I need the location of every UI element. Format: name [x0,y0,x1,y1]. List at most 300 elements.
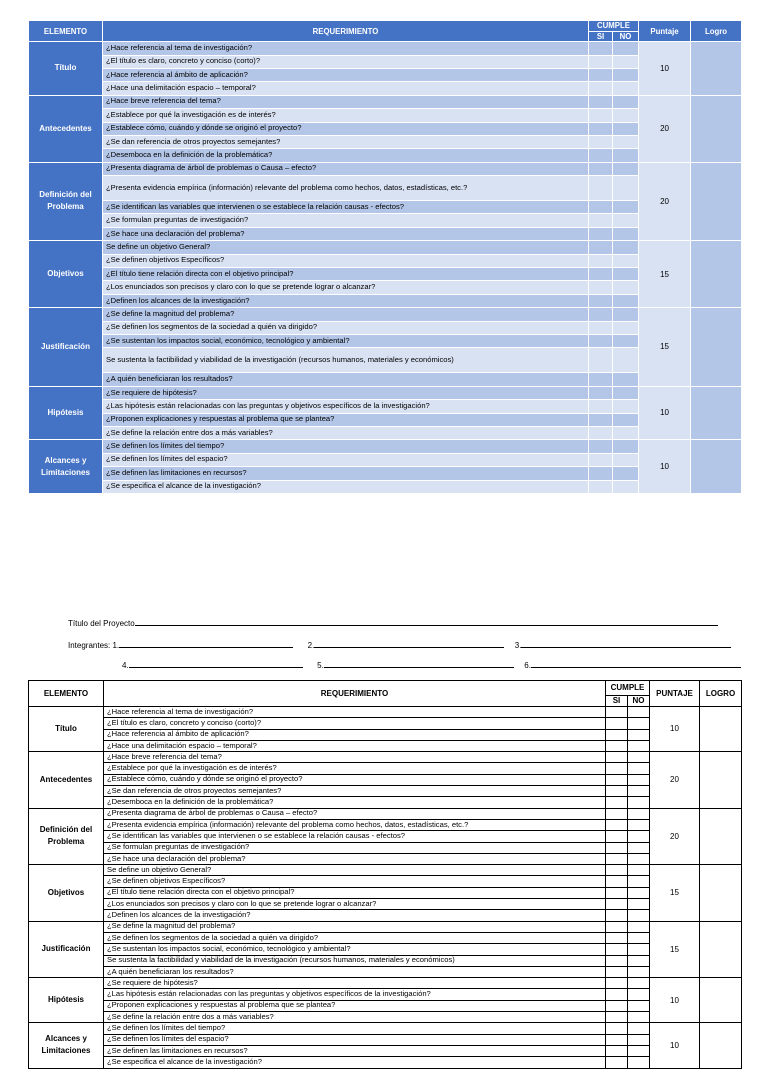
cumple-no-cell[interactable] [628,774,650,785]
cumple-si-cell[interactable] [606,876,628,887]
points-cell: 10 [650,1023,700,1068]
cumple-no-cell[interactable] [613,176,639,201]
cumple-no-cell[interactable] [628,763,650,774]
cumple-no-cell[interactable] [628,1034,650,1045]
element-antecedentes: Antecedentes [29,95,103,162]
table-row [29,453,742,466]
table-row [29,1057,742,1068]
cumple-si-cell[interactable] [589,281,613,294]
points-cell: 15 [639,308,691,387]
cumple-si-cell[interactable] [606,978,628,989]
requirement-text: ¿Establece por qué la investigación es de interés? [104,763,606,774]
requirement-text: ¿Hace referencia al ámbito de aplicación? [104,729,606,740]
table-row [29,201,742,214]
cumple-si-cell[interactable] [606,1045,628,1056]
cumple-si-cell[interactable] [589,68,613,81]
requirement-text: ¿Hace referencia al tema de investigación? [103,42,589,55]
requirement-text: ¿Se identifican las variables que intervienen o se establece la relación causas - efectos? [104,831,606,842]
cumple-no-cell[interactable] [628,1057,650,1068]
requirement-text: ¿Definen los alcances de la investigación? [104,910,606,921]
requirement-text: ¿Se definen los segmentos de la sociedad a quién va dirigido? [104,932,606,943]
table-row [29,707,742,718]
header-si: SI [606,696,628,707]
logro-cell[interactable] [700,1023,742,1068]
points-cell: 15 [639,241,691,308]
cumple-si-cell[interactable] [589,55,613,68]
cumple-si-cell[interactable] [589,335,613,348]
cumple-no-cell[interactable] [613,42,639,55]
cumple-no-cell[interactable] [628,955,650,966]
cumple-si-cell[interactable] [589,480,613,493]
member-3-number: 3. [514,641,522,650]
cumple-si-cell[interactable] [589,373,613,386]
cumple-si-cell[interactable] [589,162,613,175]
member-3-blank[interactable] [521,640,731,648]
cumple-no-cell[interactable] [628,1012,650,1023]
cumple-no-cell[interactable] [613,55,639,68]
cumple-si-cell[interactable] [606,944,628,955]
points-cell: 10 [639,42,691,96]
cumple-no-cell[interactable] [628,1000,650,1011]
cumple-si-cell[interactable] [589,214,613,227]
points-cell: 20 [650,808,700,864]
cumple-no-cell[interactable] [628,876,650,887]
requirement-text: ¿El título tiene relación directa con el objetivo principal? [104,887,606,898]
cumple-si-cell[interactable] [606,1057,628,1068]
table-row [29,149,742,162]
logro-cell[interactable] [700,978,742,1023]
cumple-si-cell[interactable] [606,865,628,876]
table-row [29,921,742,932]
table-row [29,944,742,955]
header-no: NO [613,32,639,42]
table-row [29,774,742,785]
table-row [29,831,742,842]
logro-cell[interactable] [691,440,742,494]
requirement-text: ¿Se definen objetivos Específicos? [103,254,589,267]
table-row [29,989,742,1000]
cumple-no-cell[interactable] [613,480,639,493]
requirement-text: ¿Establece cómo, cuándo y dónde se originó el proyecto? [103,122,589,135]
points-cell: 15 [650,921,700,977]
logro-cell[interactable] [700,707,742,752]
table-row [29,109,742,122]
cumple-si-cell[interactable] [589,227,613,240]
table-row [29,135,742,148]
cumple-si-cell[interactable] [606,842,628,853]
cumple-no-cell[interactable] [628,989,650,1000]
table-row [29,763,742,774]
requirement-text: ¿El título tiene relación directa con el objetivo principal? [103,268,589,281]
cumple-no-cell[interactable] [628,966,650,977]
requirement-text: ¿Proponen explicaciones y respuestas al problema que se plantea? [103,413,589,426]
requirement-text: ¿Las hipótesis están relacionadas con las preguntas y objetivos específicos de la investigación? [104,989,606,1000]
table-row [29,373,742,386]
table-row [29,480,742,493]
cumple-no-cell[interactable] [628,786,650,797]
cumple-no-cell[interactable] [613,135,639,148]
logro-cell[interactable] [700,921,742,977]
member-4-blank[interactable] [129,660,303,668]
cumple-no-cell[interactable] [613,321,639,334]
element-objetivos: Objetivos [29,241,103,308]
table-row [29,718,742,729]
table-row [29,426,742,439]
table-row [29,1034,742,1045]
points-cell: 15 [650,865,700,921]
logro-cell[interactable] [700,808,742,864]
cumple-si-cell[interactable] [606,955,628,966]
cumple-no-cell[interactable] [613,308,639,321]
cumple-no-cell[interactable] [613,413,639,426]
header-cumple: CUMPLE [589,21,639,32]
cumple-si-cell[interactable] [589,82,613,95]
member-2-blank[interactable] [314,640,504,648]
cumple-no-cell[interactable] [613,95,639,108]
cumple-no-cell[interactable] [613,268,639,281]
integrantes-line-1 [68,640,731,650]
header-logro: LOGRO [700,681,742,707]
element-titulo: Título [29,42,103,96]
requirement-text: ¿Se sustentan los impactos social, económico, tecnológico y ambiental? [103,335,589,348]
logro-cell[interactable] [691,95,742,162]
requirement-text: ¿Los enunciados son precisos y claro con lo que se pretende lograr o alcanzar? [103,281,589,294]
cumple-si-cell[interactable] [606,887,628,898]
requirement-text: ¿Establece cómo, cuándo y dónde se originó el proyecto? [104,774,606,785]
element-antecedentes: Antecedentes [29,752,104,808]
requirement-text: ¿Hace breve referencia del tema? [103,95,589,108]
cumple-no-cell[interactable] [628,1023,650,1034]
cumple-no-cell[interactable] [613,122,639,135]
element-justificacion: Justificación [29,921,104,977]
header-requerimiento: REQUERIMIENTO [104,681,606,707]
cumple-no-cell[interactable] [628,978,650,989]
cumple-si-cell[interactable] [606,932,628,943]
cumple-si-cell[interactable] [589,308,613,321]
cumple-no-cell[interactable] [613,227,639,240]
cumple-no-cell[interactable] [613,373,639,386]
cumple-no-cell[interactable] [628,899,650,910]
element-definicion-del-problema: Definición del Problema [29,162,103,241]
table-row [29,955,742,966]
cumple-si-cell[interactable] [589,149,613,162]
table-row [29,467,742,480]
cumple-no-cell[interactable] [613,82,639,95]
table-row [29,68,742,81]
cumple-si-cell[interactable] [606,831,628,842]
table-row [29,55,742,68]
cumple-no-cell[interactable] [628,707,650,718]
cumple-no-cell[interactable] [628,819,650,830]
project-title-label: Título del Proyecto [68,619,135,628]
requirement-text: ¿Se definen las limitaciones en recursos? [103,467,589,480]
cumple-no-cell[interactable] [628,1045,650,1056]
requirement-text: ¿Presenta diagrama de árbol de problemas o Causa – efecto? [103,162,589,175]
cumple-si-cell[interactable] [589,467,613,480]
requirement-text: ¿Hace breve referencia del tema? [104,752,606,763]
logro-cell[interactable] [700,865,742,921]
member-1-number: 1. [112,641,120,650]
table-row [29,876,742,887]
requirement-text: ¿Hace referencia al tema de investigación? [104,707,606,718]
requirement-text: ¿Se definen los límites del espacio? [104,1034,606,1045]
cumple-si-cell[interactable] [589,268,613,281]
cumple-si-cell[interactable] [589,176,613,201]
element-alcances-y-limitaciones: Alcances y Limitaciones [29,440,103,494]
cumple-no-cell[interactable] [613,400,639,413]
cumple-no-cell[interactable] [613,281,639,294]
member-5-number: 5. [317,661,324,670]
table-row [29,1000,742,1011]
cumple-si-cell[interactable] [589,241,613,254]
table-row [29,978,742,989]
header-requerimiento: REQUERIMIENTO [103,21,589,42]
cumple-si-cell[interactable] [589,440,613,453]
points-cell: 10 [650,707,700,752]
cumple-no-cell[interactable] [628,740,650,751]
cumple-si-cell[interactable] [589,122,613,135]
logro-cell[interactable] [691,308,742,387]
points-cell: 20 [639,95,691,162]
cumple-si-cell[interactable] [606,819,628,830]
table-row [29,214,742,227]
table-row [29,400,742,413]
table-row [29,176,742,201]
cumple-si-cell[interactable] [606,786,628,797]
cumple-si-cell[interactable] [606,797,628,808]
cumple-no-cell[interactable] [628,887,650,898]
cumple-no-cell[interactable] [628,797,650,808]
requirement-text: Se define un objetivo General? [103,241,589,254]
cumple-si-cell[interactable] [589,348,613,373]
requirement-text: ¿Hace referencia al ámbito de aplicación? [103,68,589,81]
cumple-si-cell[interactable] [606,729,628,740]
cumple-si-cell[interactable] [589,42,613,55]
requirement-text: ¿Se define la relación entre dos a más variables? [103,426,589,439]
table-row [29,241,742,254]
integrantes-label: Integrantes: [68,641,111,650]
table-row [29,1045,742,1056]
points-cell: 20 [639,162,691,241]
cumple-no-cell[interactable] [613,348,639,373]
cumple-si-cell[interactable] [589,201,613,214]
cumple-no-cell[interactable] [628,831,650,842]
cumple-no-cell[interactable] [628,842,650,853]
element-hipotesis: Hipótesis [29,978,104,1023]
cumple-no-cell[interactable] [613,335,639,348]
cumple-si-cell[interactable] [606,718,628,729]
member-1-blank[interactable] [119,640,293,648]
cumple-no-cell[interactable] [613,241,639,254]
cumple-no-cell[interactable] [628,921,650,932]
cumple-no-cell[interactable] [613,68,639,81]
member-5-blank[interactable] [324,660,514,668]
requirement-text: ¿Hace una delimitación espacio – temporal? [103,82,589,95]
cumple-no-cell[interactable] [613,386,639,399]
member-6-blank[interactable] [531,660,741,668]
logro-cell[interactable] [691,386,742,440]
points-cell: 10 [650,978,700,1023]
cumple-no-cell[interactable] [613,294,639,307]
cumple-no-cell[interactable] [613,467,639,480]
requirement-text: ¿Hace una delimitación espacio – temporal? [104,740,606,751]
requirement-text: ¿A quién beneficiaran los resultados? [104,966,606,977]
cumple-no-cell[interactable] [628,910,650,921]
evaluation-table-styled [28,20,742,494]
logro-cell[interactable] [691,241,742,308]
cumple-si-cell[interactable] [589,254,613,267]
cumple-no-cell[interactable] [613,426,639,439]
cumple-no-cell[interactable] [628,932,650,943]
cumple-no-cell[interactable] [613,440,639,453]
requirement-text: ¿Se definen los segmentos de la sociedad a quién va dirigido? [103,321,589,334]
requirement-text: ¿Proponen explicaciones y respuestas al problema que se plantea? [104,1000,606,1011]
table-row [29,966,742,977]
logro-cell[interactable] [700,752,742,808]
cumple-si-cell[interactable] [589,413,613,426]
cumple-no-cell[interactable] [628,718,650,729]
table-row [29,797,742,808]
cumple-no-cell[interactable] [628,729,650,740]
cumple-no-cell[interactable] [628,865,650,876]
cumple-si-cell[interactable] [606,899,628,910]
cumple-no-cell[interactable] [628,808,650,819]
requirement-text: ¿Se definen los límites del tiempo? [103,440,589,453]
cumple-si-cell[interactable] [606,1034,628,1045]
header-puntaje: Puntaje [639,21,691,42]
cumple-no-cell[interactable] [628,853,650,864]
cumple-si-cell[interactable] [589,453,613,466]
table-row [29,82,742,95]
table-row [29,910,742,921]
member-6-number: 6. [524,661,531,670]
cumple-si-cell[interactable] [589,294,613,307]
points-cell: 10 [639,440,691,494]
header-puntaje: PUNTAJE [650,681,700,707]
requirement-text: ¿Definen los alcances de la investigación? [103,294,589,307]
table-row [29,842,742,853]
requirement-text: ¿Se sustentan los impactos social, económico, tecnológico y ambiental? [104,944,606,955]
table-row [29,227,742,240]
cumple-si-cell[interactable] [606,1000,628,1011]
cumple-si-cell[interactable] [606,910,628,921]
cumple-si-cell[interactable] [606,1012,628,1023]
cumple-si-cell[interactable] [589,95,613,108]
table-row [29,308,742,321]
points-cell: 20 [650,752,700,808]
header-logro: Logro [691,21,742,42]
element-objetivos: Objetivos [29,865,104,921]
requirement-text: ¿Se dan referencia de otros proyectos semejantes? [103,135,589,148]
table-row [29,899,742,910]
cumple-no-cell[interactable] [613,201,639,214]
cumple-si-cell[interactable] [606,774,628,785]
project-title-blank[interactable] [135,618,718,626]
cumple-si-cell[interactable] [606,707,628,718]
requirement-text: ¿El título es claro, concreto y conciso (corto)? [104,718,606,729]
table-row [29,808,742,819]
requirement-text: ¿Desemboca en la definición de la problemática? [104,797,606,808]
evaluation-table-plain [28,680,742,1069]
table-row [29,887,742,898]
requirement-text: ¿Se requiere de hipótesis? [103,386,589,399]
cumple-si-cell[interactable] [606,853,628,864]
cumple-si-cell[interactable] [606,966,628,977]
cumple-si-cell[interactable] [606,752,628,763]
table-row [29,254,742,267]
requirement-text: ¿Se definen los límites del tiempo? [104,1023,606,1034]
table-row [29,740,742,751]
cumple-si-cell[interactable] [606,921,628,932]
requirement-text: ¿Se formulan preguntas de investigación? [103,214,589,227]
table-row [29,1012,742,1023]
requirement-text: ¿Se dan referencia de otros proyectos semejantes? [104,786,606,797]
requirement-text: ¿Se especifica el alcance de la investigación? [104,1057,606,1068]
requirement-text: ¿Se define la magnitud del problema? [103,308,589,321]
table-row [29,786,742,797]
requirement-text: ¿Se define la magnitud del problema? [104,921,606,932]
header-elemento: ELEMENTO [29,681,104,707]
logro-cell[interactable] [691,162,742,241]
cumple-no-cell[interactable] [613,214,639,227]
cumple-no-cell[interactable] [628,944,650,955]
cumple-si-cell[interactable] [606,808,628,819]
cumple-no-cell[interactable] [613,162,639,175]
requirement-text: ¿Se especifica el alcance de la investigación? [103,480,589,493]
cumple-no-cell[interactable] [613,109,639,122]
cumple-si-cell[interactable] [589,400,613,413]
member-2-number: 2. [307,641,315,650]
table-row [29,853,742,864]
logro-cell[interactable] [691,42,742,96]
table-row [29,122,742,135]
header-si: SI [589,32,613,42]
table-row [29,752,742,763]
requirement-text: ¿Se requiere de hipótesis? [104,978,606,989]
cumple-no-cell[interactable] [613,149,639,162]
table-row [29,162,742,175]
table-row [29,819,742,830]
cumple-si-cell[interactable] [606,740,628,751]
cumple-no-cell[interactable] [613,453,639,466]
cumple-si-cell[interactable] [606,763,628,774]
requirement-text: ¿Se define la relación entre dos a más variables? [104,1012,606,1023]
table-row [29,95,742,108]
requirement-text: Se sustenta la factibilidad y viabilidad de la investigación (recursos humanos, materiales y económicos) [103,348,589,373]
cumple-si-cell[interactable] [589,135,613,148]
cumple-si-cell[interactable] [606,989,628,1000]
cumple-si-cell[interactable] [589,321,613,334]
cumple-si-cell[interactable] [589,426,613,439]
cumple-si-cell[interactable] [589,386,613,399]
element-definicion-del-problema: Definición del Problema [29,808,104,864]
table-row [29,268,742,281]
table-row [29,865,742,876]
cumple-no-cell[interactable] [613,254,639,267]
requirement-text: ¿Se identifican las variables que intervienen o se establece la relación causas - efectos? [103,201,589,214]
element-justificacion: Justificación [29,308,103,387]
element-alcances-y-limitaciones: Alcances y Limitaciones [29,1023,104,1068]
member-4-number: 4. [122,661,129,670]
requirement-text: ¿Se definen objetivos Específicos? [104,876,606,887]
element-titulo: Título [29,707,104,752]
requirement-text: ¿Establece por qué la investigación es de interés? [103,109,589,122]
cumple-no-cell[interactable] [628,752,650,763]
requirement-text: ¿Presenta diagrama de árbol de problemas o Causa – efecto? [104,808,606,819]
requirement-text: ¿Se definen las limitaciones en recursos? [104,1045,606,1056]
cumple-si-cell[interactable] [589,109,613,122]
cumple-si-cell[interactable] [606,1023,628,1034]
